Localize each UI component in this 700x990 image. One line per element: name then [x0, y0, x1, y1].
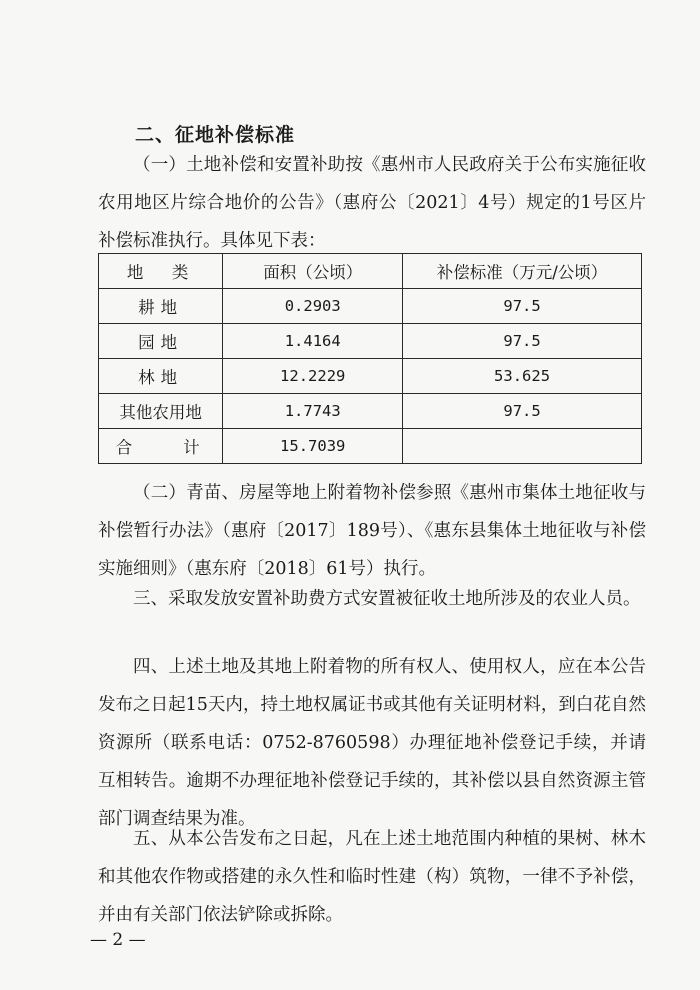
paragraph-no-compensation: 五、从本公告发布之日起，凡在上述土地范围内种植的果树、林木和其他农作物或搭建的永久性和临时性建（构）筑物，一律不予补偿，并由有关部门依法铲除或拆除。: [98, 829, 646, 925]
page-number: — 2 —: [90, 930, 146, 950]
cell-total-label: 合 计: [99, 429, 223, 464]
header-land-type: 地 类: [99, 254, 223, 289]
cell-standard: 53.625: [403, 359, 642, 394]
table-row: [99, 394, 642, 429]
cell-land-type: 林地: [99, 359, 223, 394]
cell-area: 1.7743: [223, 394, 403, 429]
table-header-row: [99, 254, 642, 289]
paragraph-resettlement: 三、采取发放安置补助费方式安置被征收土地所涉及的农业人员。: [133, 589, 641, 609]
paragraph-attachments-compensation: （二）青苗、房屋等地上附着物补偿参照《惠州市集体土地征收与补偿暂行办法》（惠府〔2017〕189号）、《惠东县集体土地征收与补偿实施细则》（惠东府〔2018〕61号）执行。: [98, 483, 646, 579]
header-standard: 补偿标准（万元/公顷）: [403, 254, 642, 289]
cell-standard: 97.5: [403, 394, 642, 429]
paragraph-land-compensation: （一）土地补偿和安置补助按《惠州市人民政府关于公布实施征收农用地区片综合地价的公告》（惠府公〔2021〕4号）规定的1号区片补偿标准执行。具体见下表：: [98, 155, 646, 251]
cell-total-area: 15.7039: [223, 429, 403, 464]
table-row: [99, 359, 642, 394]
cell-area: 0.2903: [223, 289, 403, 324]
table-row-total: [99, 429, 642, 464]
cell-land-type: 其他农用地: [99, 394, 223, 429]
cell-standard: 97.5: [403, 289, 642, 324]
table-row: [99, 289, 642, 324]
section-title: 二、征地补偿标准: [135, 124, 296, 146]
compensation-table: [98, 253, 642, 464]
header-area: 面积（公顷）: [223, 254, 403, 289]
cell-area: 12.2229: [223, 359, 403, 394]
table-row: [99, 324, 642, 359]
cell-land-type: 园地: [99, 324, 223, 359]
cell-standard: 97.5: [403, 324, 642, 359]
cell-area: 1.4164: [223, 324, 403, 359]
cell-total-standard: [403, 429, 642, 464]
paragraph-registration: 四、上述土地及其地上附着物的所有权人、使用权人，应在本公告发布之日起15天内，持土地权属证书或其他有关证明材料，到白花自然资源所（联系电话：0752-8760598）办理征地补偿登记手续，并请互相转告。逾期不办理征地补偿登记手续的，其补偿以县自然资源主管部门调查结果为准。: [98, 657, 646, 829]
cell-land-type: 耕地: [99, 289, 223, 324]
